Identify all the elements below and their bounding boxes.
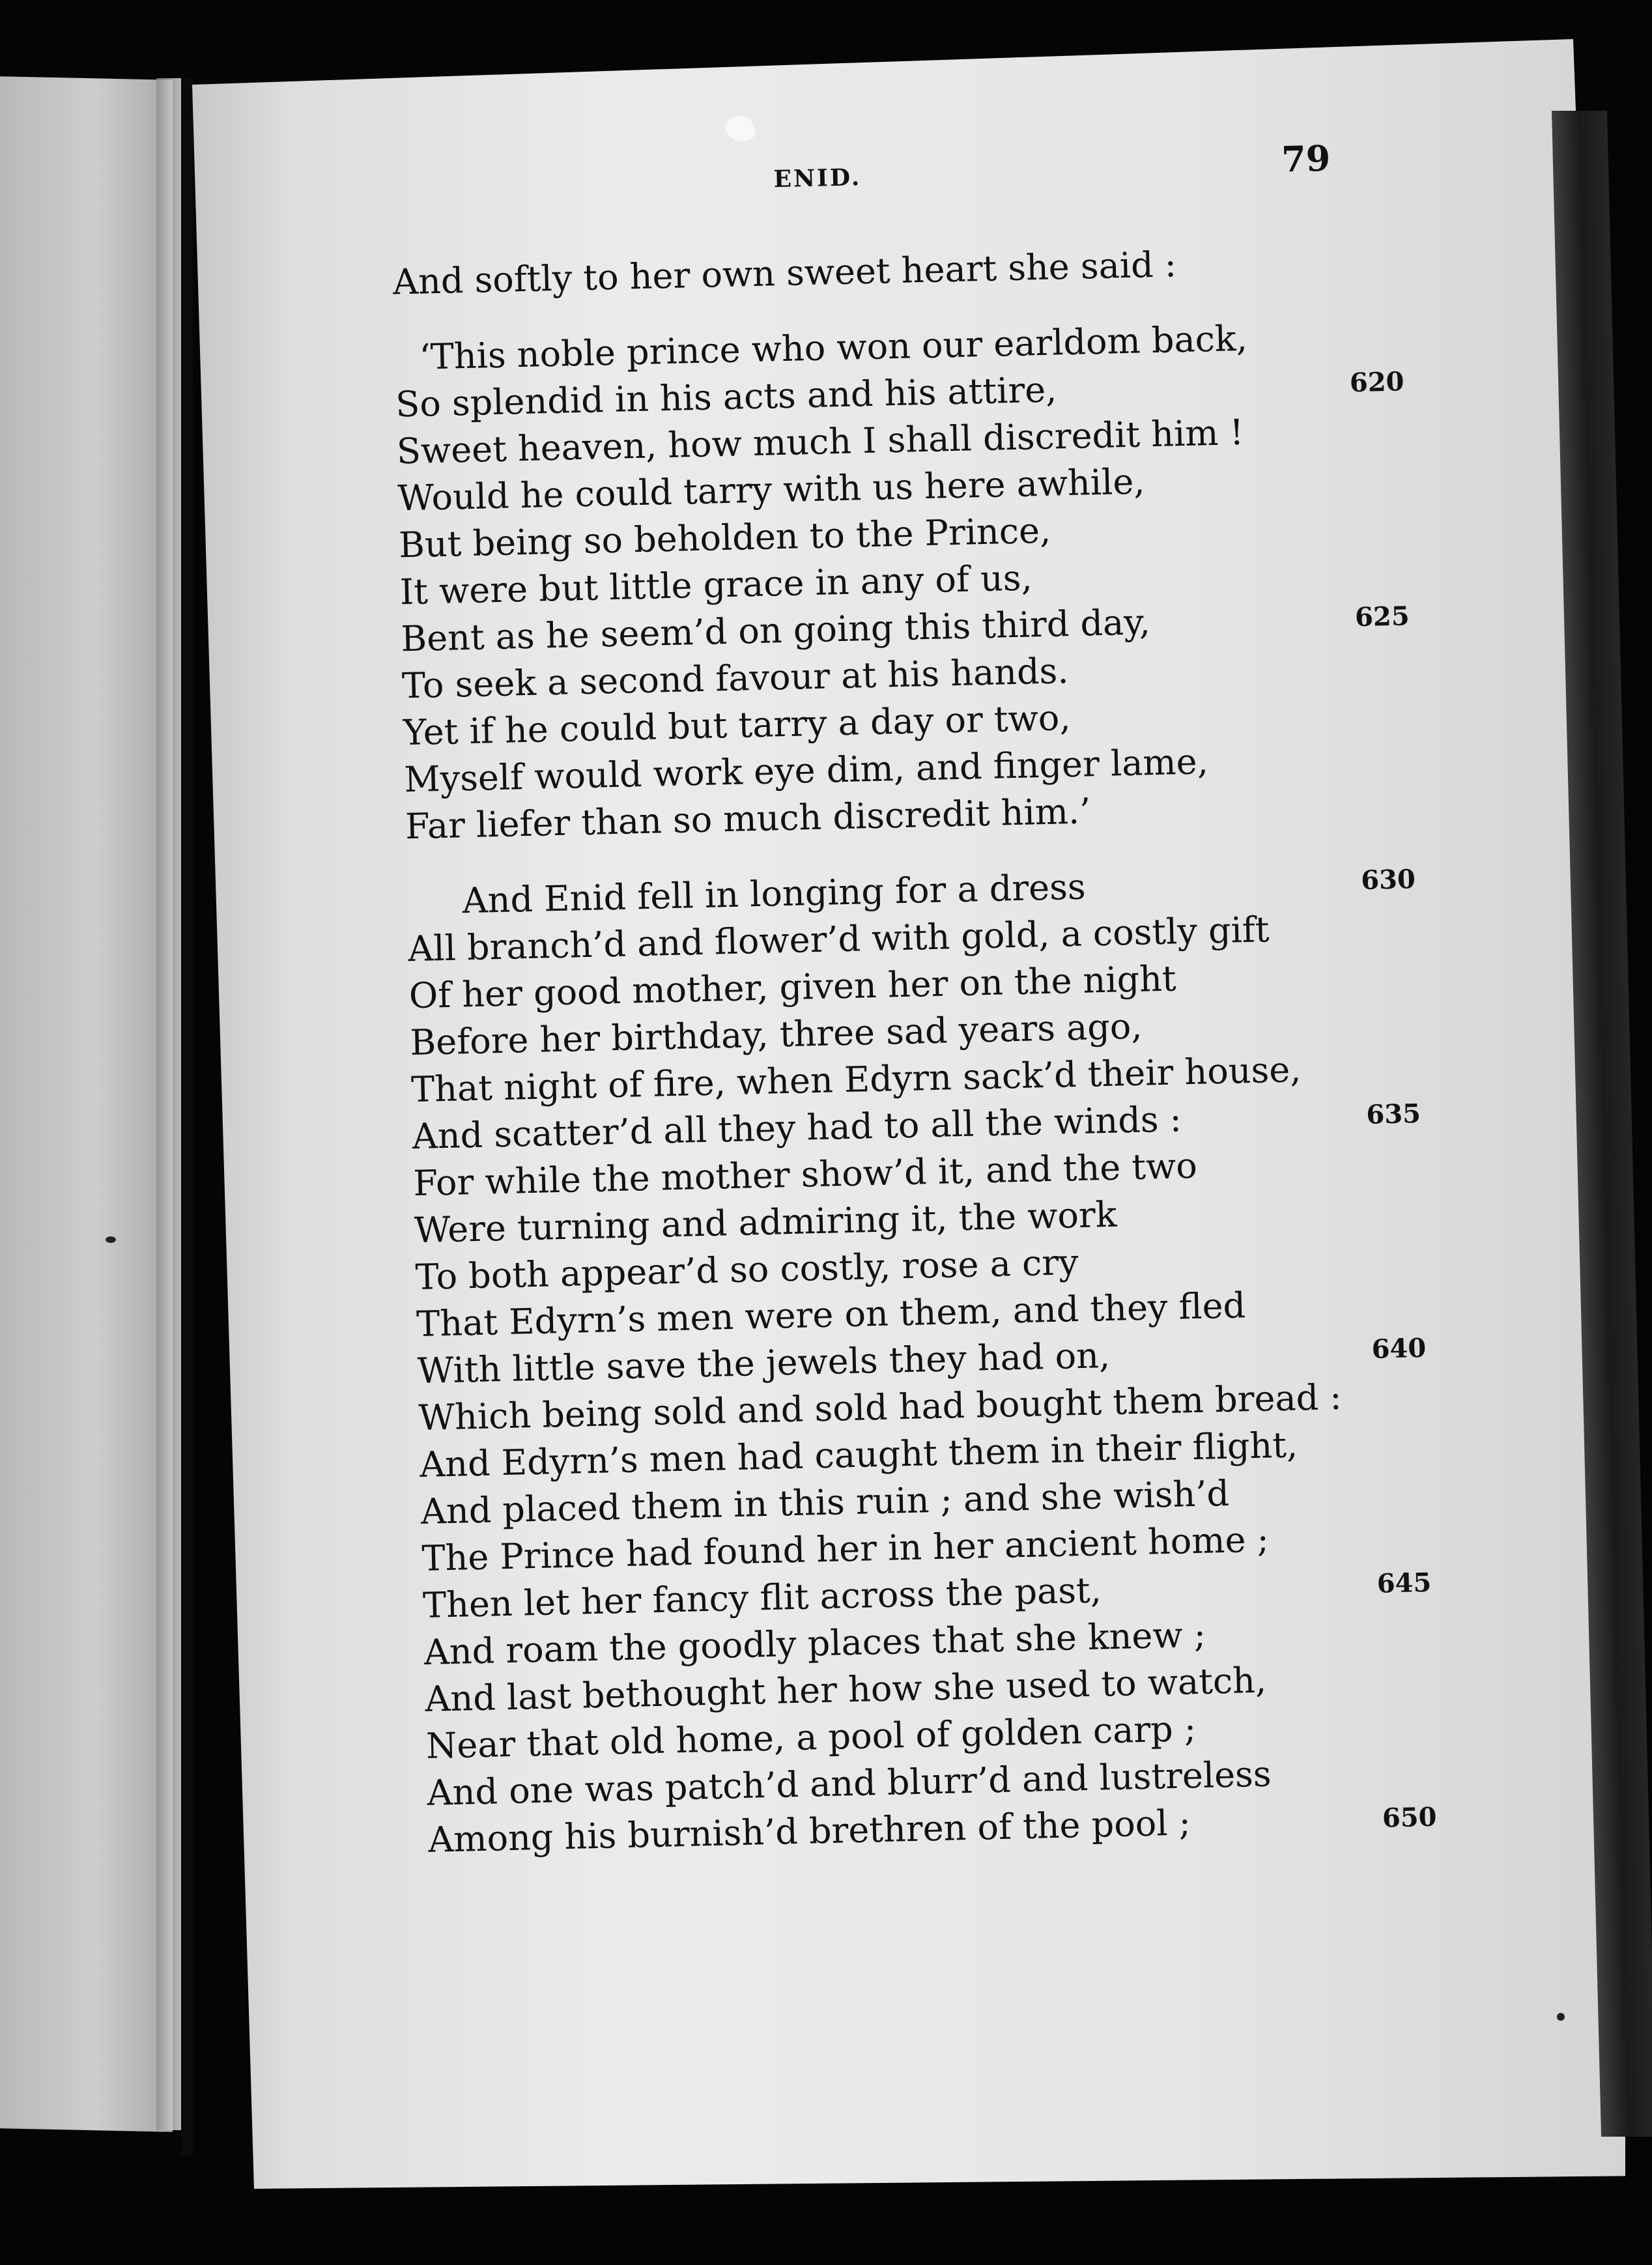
verse-text: Yet if he could but tarry a day or two, — [403, 697, 1072, 754]
verse-line — [392, 233, 1565, 306]
verse-text: All branch’d and flower’d with gold, a costly gift — [407, 909, 1270, 970]
verse-text: ‘This noble prince who won our earldom back, — [418, 317, 1248, 378]
verse-lines — [392, 233, 1601, 1864]
verse-text: Myself would work eye dim, and finger lame, — [403, 741, 1209, 801]
verse-text: Then let her fancy flit across the past, — [422, 1569, 1102, 1626]
verse-text: So splendid in his acts and his attire, — [395, 369, 1057, 425]
line-number: 625 — [1354, 601, 1410, 633]
verse-text: And Edyrn’s men had caught them in their flight, — [419, 1424, 1298, 1486]
verse-text: The Prince had found her in her ancient home ; — [421, 1518, 1270, 1579]
line-number: 650 — [1382, 1801, 1437, 1834]
verse-text: And softly to her own sweet heart she said : — [392, 244, 1177, 303]
verse-text: Were turning and admiring it, the work — [414, 1193, 1118, 1251]
verse-text: It were but little grace in any of us, — [399, 557, 1033, 613]
verse-text: Which being sold and sold had bought them bread : — [418, 1376, 1343, 1439]
verse-text: And Enid fell in longing for a dress — [461, 866, 1087, 922]
running-head: ENID. — [773, 164, 862, 193]
page-number: 79 — [1281, 137, 1332, 180]
line-number: 640 — [1371, 1332, 1427, 1365]
line-number: 630 — [1360, 864, 1416, 896]
verse-text: And placed them in this ruin ; and she wish’d — [420, 1472, 1230, 1532]
verse-text: Near that old home, a pool of golden carp ; — [425, 1708, 1197, 1767]
verse-text: And one was patch’d and blurr’d and lustreless — [426, 1753, 1272, 1814]
verse-text: Would he could tarry with us here awhile, — [397, 461, 1146, 519]
line-number: 620 — [1349, 366, 1404, 399]
verse-text: Sweet heaven, how much I shall discredit him ! — [396, 411, 1244, 472]
verse-text: With little save the jewels they had on, — [417, 1334, 1111, 1392]
verse-text: Bent as he seem’d on going this third day, — [400, 601, 1151, 660]
line-number: 635 — [1365, 1098, 1421, 1130]
verse-text: Among his burnish’d brethren of the pool ; — [427, 1802, 1191, 1860]
verse-text: For while the mother show’d it, and the two — [412, 1145, 1198, 1204]
verse-text: And last bethought her how she used to watch, — [424, 1659, 1267, 1720]
verse-text: Far liefer than so much discredit him.’ — [405, 790, 1091, 848]
verse-text: Before her birthday, three sad years ago, — [409, 1005, 1143, 1064]
verse-text: That Edyrn’s men were on them, and they fled — [416, 1285, 1246, 1345]
line-number: 645 — [1376, 1567, 1432, 1599]
verse-text: To seek a second favour at his hands. — [401, 650, 1070, 707]
verse-text: Of her good mother, given her on the night — [408, 958, 1177, 1017]
verse-text: And scatter’d all they had to all the winds : — [412, 1098, 1182, 1158]
verse-text: That night of fire, when Edyrn sack’d their house, — [410, 1049, 1302, 1111]
verse-text: To both appear’d so costly, rose a cry — [415, 1242, 1079, 1298]
verse-text: And roam the goodly places that she knew ; — [423, 1614, 1206, 1673]
verse-text: But being so beholden to the Prince, — [398, 509, 1051, 566]
